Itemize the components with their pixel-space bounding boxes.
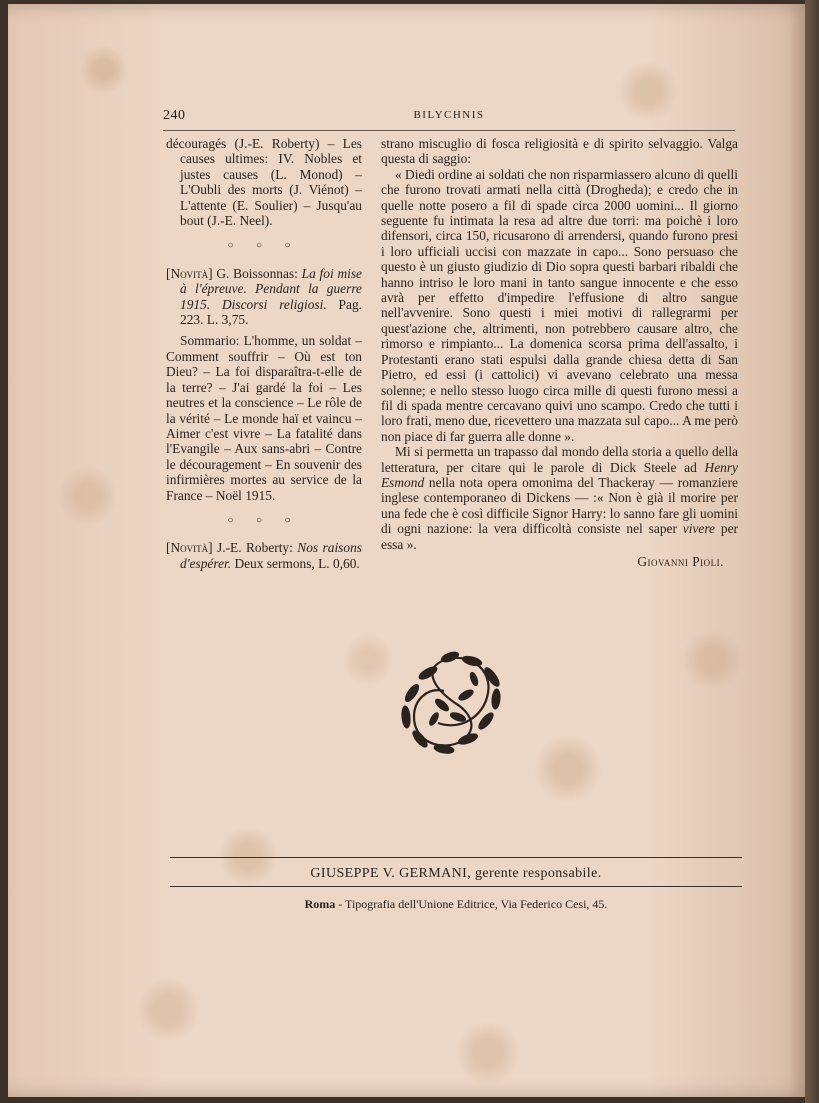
entry-details: Pag. 223. L. 3,75. [180,296,362,328]
body-paragraph: Mi si permetta un trapasso dal mondo della storia a quello della letteratura, per citare qui le parole di Dick Steele ad Henry Esmond nella nota opera omonima del Thackeray — romanziere inglese contemporaneo di Dickens — :« Non è già il morire per una fede che è così difficile Signor Harry: lo sanno fare gli uomini di ogni nazione: la vera difficoltà consiste nel saper vivere per essa ». [381,444,738,552]
section-separator: ○ ○ ○ [227,240,301,252]
manager-name: GIUSEPPE V. GERMANI [310,866,468,881]
quoted-passage: « Diedi ordine ai soldati che non risparmiassero alcuno di quelli che furono trovati armati nella città (Drogheda); e credo che in quelle notte posero a fil di spade circa 2000 uomini... Il giorno seguente fu intimata la resa ad altre due torri: ma poichè i loro difensori, circa 150, ricusarono di arrendersi, quando furono presi i loro ufficiali uccisi con mazzate in capo... Sono persuaso che questo è un giusto giudizio di Dio sopra questi barbari ribaldi che hanno intriso le loro mani in tanto sangue innocente e che esso avrà per effetto d'impedire l'effusione di altro sangue nell'avvenire. Sono questi i miei motivi di rallegrarmi per quest'azione che, altrimenti, non potrebbero causare altro, che rimorso e rimpianto... La domenica scorsa prima dell'assalto, i Protestanti erano stati espulsi dalla grande chiesa detta di San Pietro, ed essi (i cattolici) vi avevano celebrato una messa solenne; e nello stesso luogo circa mille di questi furono messi a fil di spada mentre cercavano quivi uno scampo. Credo che tutti i loro frati, meno due, ricevettero una mazzata sul capo... A me però non piace di far guerra alle donne ». [381,166,738,444]
book-edge [805,0,819,1103]
footer-rule-bottom [170,886,742,887]
bibliography-entry-roberty [166,540,362,571]
footer-rule-top [170,857,742,858]
running-title: BILYCHNIS [413,109,485,121]
entry-tag: [Novità] [166,540,213,556]
printer-city: Roma [304,897,336,911]
left-column [166,136,362,571]
printer-imprint: Roma - Tipografia dell'Unione Editrice, Via Federico Cesi, 45. [304,897,608,911]
bibliography-entry-boissonnas [166,266,362,328]
italic-title: Henry Esmond [381,459,738,490]
floral-ornament-icon [392,647,518,759]
section-separator: ○ ○ ○ [227,514,301,526]
italic-word: vivere [682,521,716,537]
footer-responsible: GIUSEPPE V. GERMANI, gerente responsabile. [310,866,602,881]
scanned-page [8,4,808,1097]
entry-title: La foi mise à l'épreuve. Pendant la guerre 1915. Discorsi religiosi. [180,265,362,312]
author-signature: Giovanni Pioli. [637,553,724,569]
entry-details: Deux sermons, L. 0,60. [231,555,360,571]
left-paragraph-continuation: découragés (J.-E. Roberty) – Les causes ultimes: IV. Nobles et justes causes (L. Monod) – L'Oubli des morts (J. Viénot) – L'attente (E. Soulier) – Jusqu'au bout (J.-E. Neel). [166,136,362,229]
entry-tag: [Novità] [166,265,213,281]
page-header [163,108,735,131]
entry-author: J.-E. Roberty: [212,540,298,556]
page-number: 240 [163,108,186,123]
entry-author: G. Boissonnas: [212,265,302,281]
right-column [381,136,738,569]
entry-summary: Sommario: L'homme, un soldat – Comment souffrir – Où est ton Dieu? – La foi disparaîtra-t-elle de la terre? – J'ai gardé la foi – Les neutres et la conscience – Le rôle de la vérité – Le monde haï et vaincu – Aimer c'est vivre – La fatalité dans l'Evangile – Aux sans-abri – Contre le découragement – En souvenir des infirmières mortes au service de la France – Noël 1915. [166,333,362,503]
body-paragraph: strano miscuglio di fosca religiosità e di spirito selvaggio. Valga questa di saggio: [381,136,738,167]
entry-title: Nos raisons d'espérer. [180,540,362,571]
